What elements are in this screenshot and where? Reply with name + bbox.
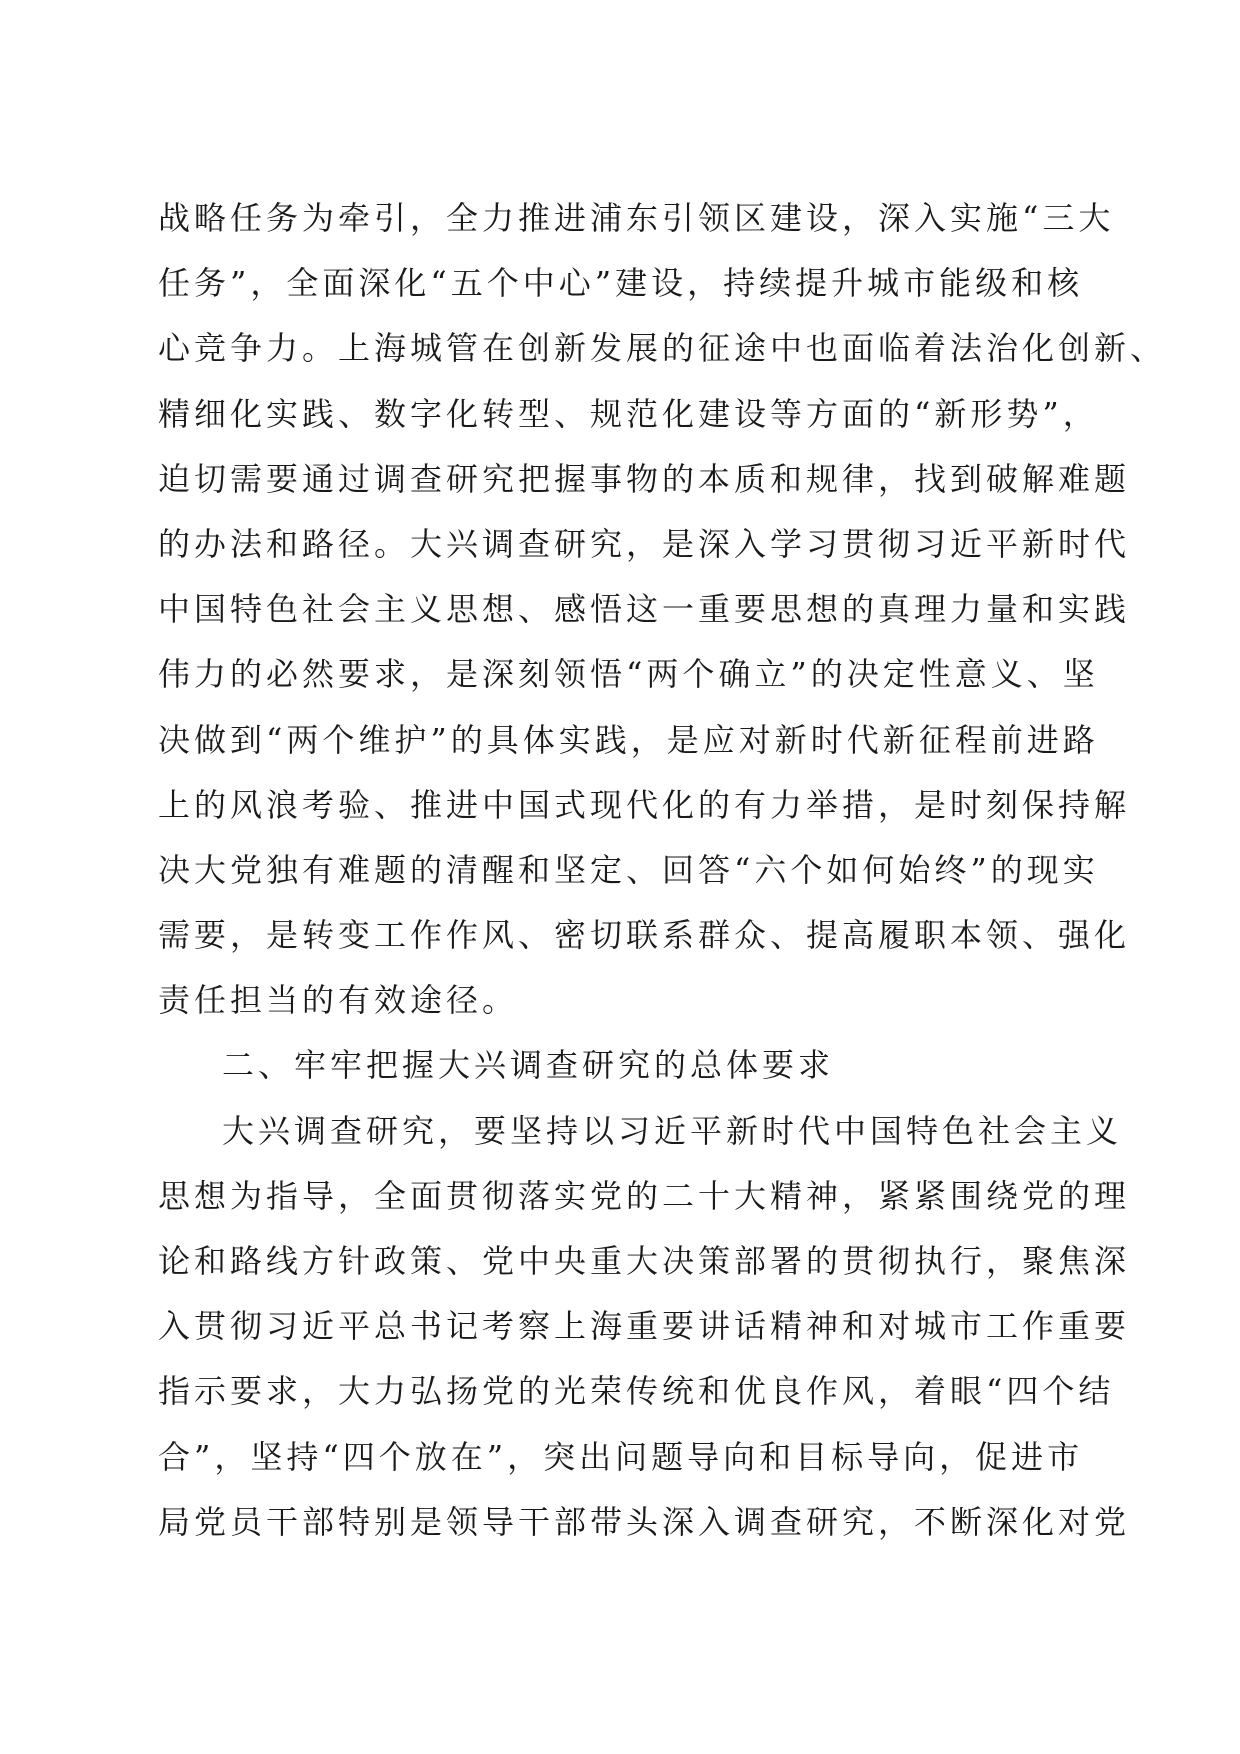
text-line-12: 需要，是转变工作作风、密切联系群众、提高履职本领、强化: [158, 916, 1131, 955]
text-line-6: 的办法和路径。大兴调查研究，是深入学习贯彻习近平新时代: [158, 524, 1131, 563]
text-line-9: 决做到“两个维护”的具体实践，是应对新时代新征程前进路: [158, 720, 1099, 759]
text-line-7: 中国特色社会主义思想、感悟这一重要思想的真理力量和实践: [158, 590, 1131, 629]
text-line-17: 论和路线方针政策、党中央重大决策部署的贯彻执行，聚焦深: [158, 1242, 1131, 1280]
text-line-16: 思想为指导，全面贯彻落实党的二十大精神，紧紧围绕党的理: [158, 1176, 1131, 1215]
text-line-13: 责任担当的有效途径。: [158, 981, 519, 1020]
text-line-11: 决大党独有难题的清醒和坚定、回答“六个如何始终”的现实: [158, 850, 1099, 889]
section-heading: 二、牢牢把握大兴调查研究的总体要求: [222, 1046, 835, 1085]
text-line-1: 战略任务为牵引，全力推进浦东引领区建设，深入实施“三大: [158, 199, 1115, 237]
text-line-18: 入贯彻习近平总书记考察上海重要讲话精神和对城市工作重要: [158, 1307, 1131, 1346]
body-text: [158, 186, 1167, 1555]
text-line-20: 合”，坚持“四个放在”，突出问题导向和目标导向，促进市: [158, 1437, 1084, 1476]
text-line-8: 伟力的必然要求，是深刻领悟“两个确立”的决定性意义、坚: [158, 655, 1099, 694]
text-line-2: 任务”，全面深化“五个中心”建设，持续提升城市能级和核: [158, 264, 1084, 303]
text-line-21: 局党员干部特别是领导干部带头深入调查研究，不断深化对党: [158, 1502, 1131, 1541]
text-line-5: 迫切需要通过调查研究把握事物的本质和规律，找到破解难题: [158, 459, 1131, 498]
text-line-15: 大兴调查研究，要坚持以习近平新时代中国特色社会主义: [222, 1111, 1123, 1150]
text-line-3: 心竞争力。上海城管在创新发展的征途中也面临着法治化创新、: [158, 329, 1167, 368]
text-line-19: 指示要求，大力弘扬党的光荣传统和优良作风，着眼“四个结: [158, 1372, 1115, 1411]
text-line-4: 精细化实践、数字化转型、规范化建设等方面的“新形势”，: [158, 394, 1099, 433]
text-line-10: 上的风浪考验、推进中国式现代化的有力举措，是时刻保持解: [158, 785, 1131, 824]
